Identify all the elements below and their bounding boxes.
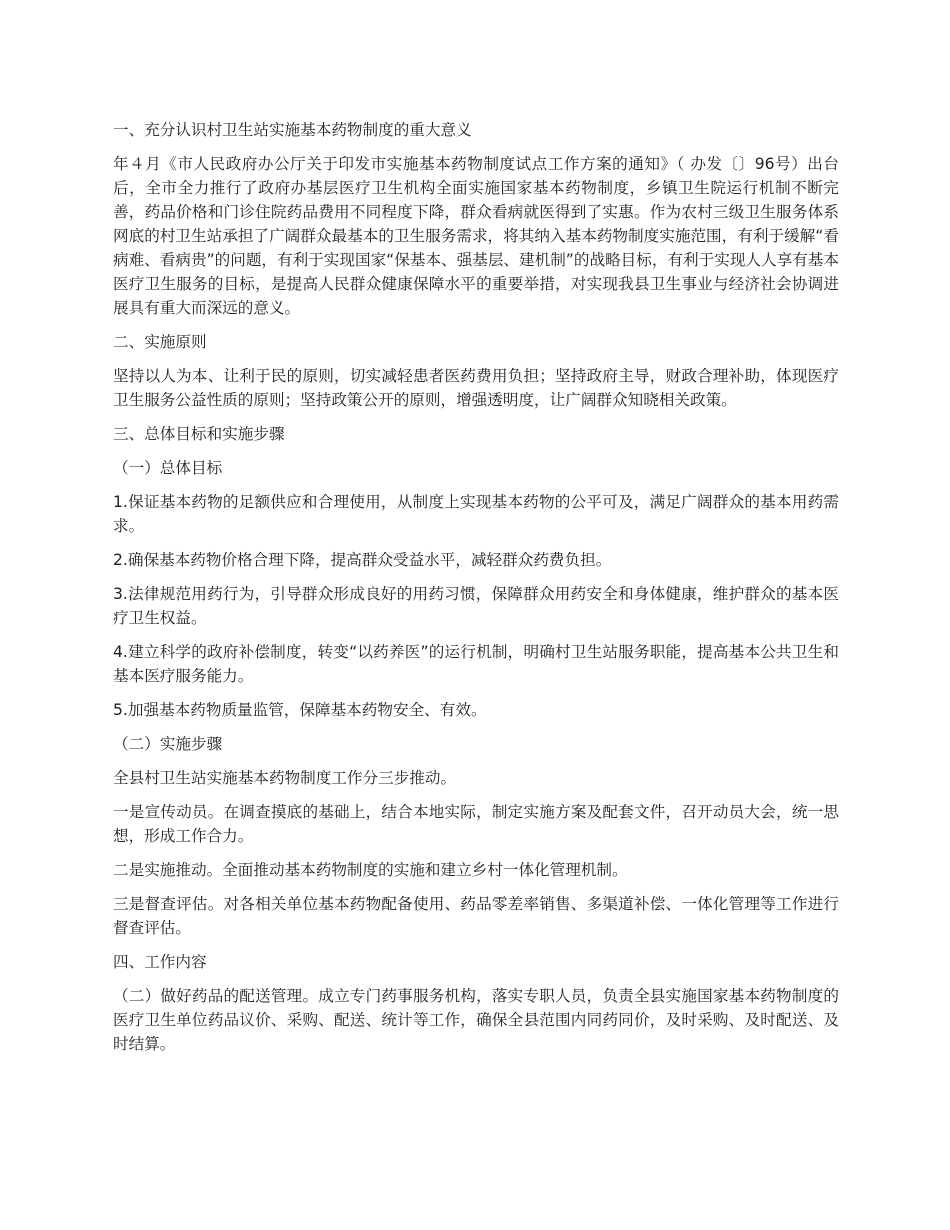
step-item-3: 三是督查评估。对各相关单位基本药物配备使用、药品零差率销售、多渠道补偿、一体化管理等工作进行督查评估。 bbox=[113, 895, 839, 937]
goal-item-4: 4.建立科学的政府补偿制度，转变“以药养医”的运行机制，明确村卫生站服务职能，提高基本公共卫生和基本医疗服务能力。 bbox=[113, 643, 839, 685]
step-item-2: 二是实施推动。全面推动基本药物制度的实施和建立乡村一体化管理机制。 bbox=[113, 861, 628, 879]
paragraph-background: 年４月《市人民政府办公厅关于印发市实施基本药物制度试点工作方案的通知》（ 办发〔〕96号）出台后，全市全力推行了政府办基层医疗卫生机构全面实施国家基本药物制度，乡镇卫生院运行机制不断完善，药品价格和门诊住院药品费用不同程度下降，群众看病就医得到了实惠。作为农村三级卫生服务体系网底的村卫生站承担了广阔群众最基本的卫生服务需求，将其纳入基本药物制度实施范围，有利于缓解“看病难、看病贵”的问题，有利于实现国家“保基本、强基层、建机制”的战略目标，有利于实现人人享有基本医疗卫生服务的目标，是提高人民群众健康保障水平的重要举措，对实现我县卫生事业与经济社会协调进展具有重大而深远的意义。 bbox=[113, 155, 839, 317]
subsection-heading-steps: （二）实施步骤 bbox=[113, 735, 223, 753]
goal-item-3: 3.法律规范用药行为，引导群众形成良好的用药习惯，保障群众用药安全和身体健康，维护群众的基本医疗卫生权益。 bbox=[113, 585, 839, 627]
goal-item-2: 2.确保基本药物价格合理下降，提高群众受益水平，减轻群众药费负担。 bbox=[113, 551, 612, 569]
goal-item-1: 1.保证基本药物的足额供应和合理使用，从制度上实现基本药物的公平可及，满足广阔群众的基本用药需求。 bbox=[113, 493, 839, 535]
section-heading-work-content: 四、工作内容 bbox=[113, 953, 207, 971]
section-heading-goals-steps: 三、总体目标和实施步骤 bbox=[113, 425, 285, 443]
step-item-1: 一是宣传动员。在调查摸底的基础上，结合本地实际，制定实施方案及配套文件，召开动员大会，统一思想，形成工作合力。 bbox=[113, 803, 839, 845]
document-page bbox=[113, 118, 839, 1066]
subsection-heading-goals: （一）总体目标 bbox=[113, 459, 223, 477]
paragraph-distribution: （二）做好药品的配送管理。成立专门药事服务机构，落实专职人员，负责全县实施国家基本药物制度的医疗卫生单位药品议价、采购、配送、统计等工作，确保全县范围内同药同价，及时采购、及时配送、及时结算。 bbox=[113, 987, 839, 1053]
section-heading-significance: 一、充分认识村卫生站实施基本药物制度的重大意义 bbox=[113, 121, 472, 139]
goal-item-5: 5.加强基本药物质量监管，保障基本药物安全、有效。 bbox=[113, 701, 487, 719]
paragraph-principles: 坚持以人为本、让利于民的原则，切实减轻患者医药费用负担；坚持政府主导，财政合理补助，体现医疗卫生服务公益性质的原则；坚持政策公开的原则，增强透明度，让广阔群众知晓相关政策。 bbox=[113, 367, 839, 409]
section-heading-principles: 二、实施原则 bbox=[113, 333, 207, 351]
paragraph-steps-intro: 全县村卫生站实施基本药物制度工作分三步推动。 bbox=[113, 769, 457, 787]
